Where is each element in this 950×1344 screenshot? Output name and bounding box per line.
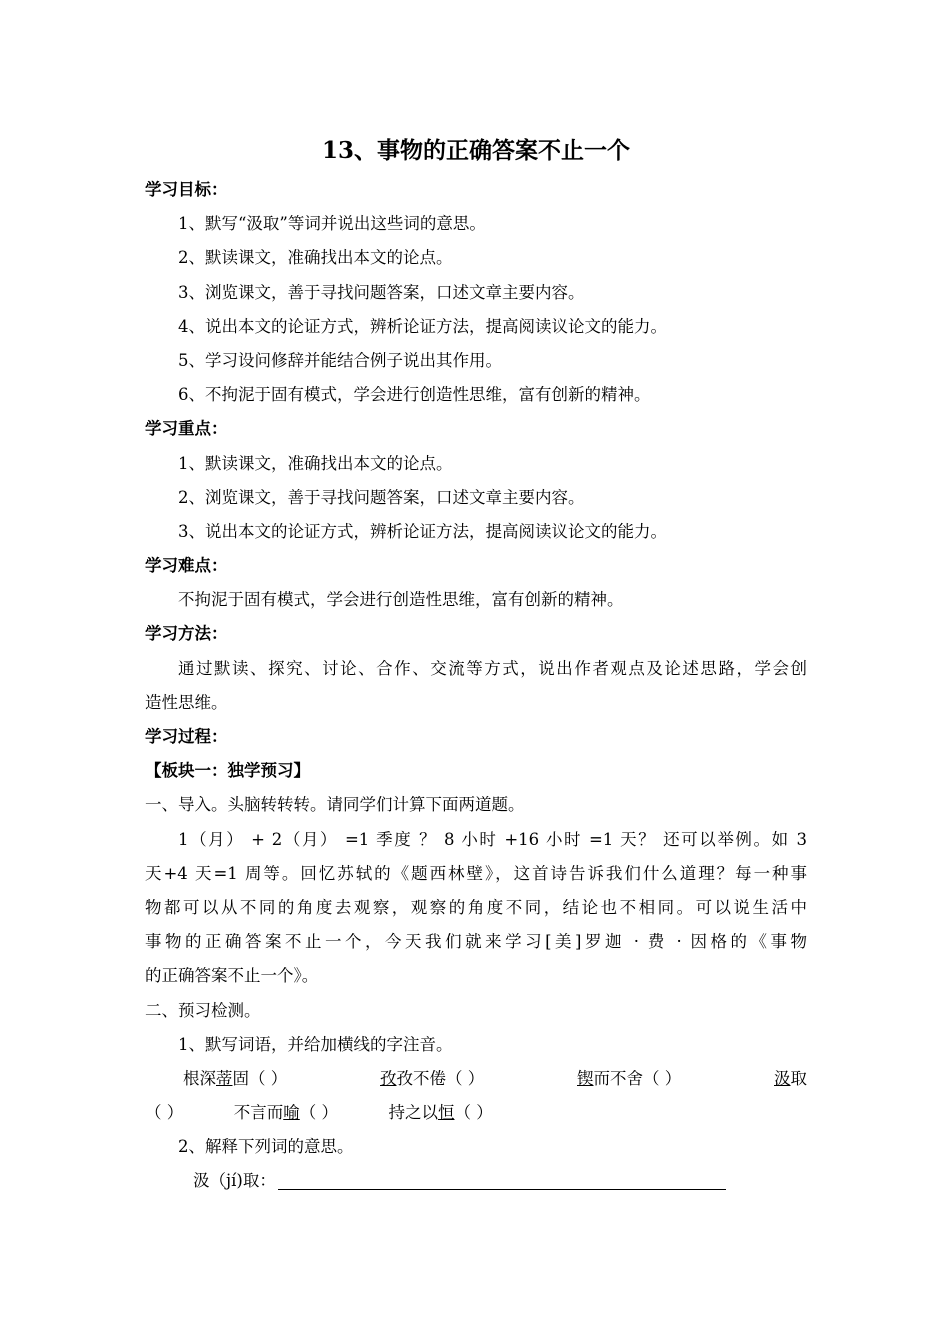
objective-item: 2、默读课文，准确找出本文的论点。	[178, 248, 453, 268]
section1-heading: 【板块一：独学预习】	[145, 761, 310, 781]
intro-paragraph-line: 的正确答案不止一个》。	[145, 966, 319, 986]
intro-paragraph-line: 1（月） + 2（月） =1 季度 ？ 8 小时 +16 小时 =1 天？ 还可以举例。如 3	[178, 829, 807, 849]
intro-text: 一、导入。头脑转转转。请同学们计算下面两道题。	[145, 795, 525, 815]
method-text-line: 造性思维。	[145, 692, 228, 712]
word-item: 持之以恒（ ）	[388, 1103, 493, 1123]
definition-label: 汲（jí)取：	[193, 1171, 276, 1191]
word-paren: （ ）	[145, 1103, 184, 1123]
method-text-line: 通过默读、探究、讨论、合作、交流等方式，说出作者观点及论述思路，学会创	[178, 658, 807, 678]
page-title: 13、事物的正确答案不止一个	[321, 137, 630, 164]
objective-item: 6、不拘泥于固有模式，学会进行创造性思维，富有创新的精神。	[178, 385, 651, 405]
intro-paragraph-line: 物都可以从不同的角度去观察，观察的角度不同，结论也不相同。可以说生活中	[145, 897, 807, 917]
word-row	[145, 1096, 807, 1130]
word-item: 孜孜不倦（ ）	[380, 1068, 485, 1088]
intro-paragraph-line: 天+4 天=1 周等。回忆苏轼的《题西林壁》，这首诗告诉我们什么道理？每一种事	[145, 863, 807, 883]
process-heading: 学习过程：	[145, 727, 228, 746]
key-point-item: 1、默读课文，准确找出本文的论点。	[178, 453, 453, 473]
preview-check-heading: 二、预习检测。	[145, 1000, 261, 1020]
word-item: 不言而喻（ ）	[233, 1103, 338, 1123]
word-item: 根深蒂固（ ）	[183, 1068, 288, 1088]
objective-item: 5、学习设问修辞并能结合例子说出其作用。	[178, 350, 502, 370]
word-row	[145, 1062, 807, 1096]
objective-item: 3、浏览课文，善于寻找问题答案，口述文章主要内容。	[178, 282, 585, 302]
task2-text: 2、解释下列词的意思。	[178, 1137, 354, 1157]
difficulty-heading: 学习难点：	[145, 556, 228, 576]
key-points-heading: 学习重点：	[145, 419, 228, 439]
intro-paragraph-line: 事物的正确答案不止一个，今天我们就来学习[美]罗迦 · 费 · 因格的《事物	[145, 932, 807, 952]
key-point-item: 2、浏览课文，善于寻找问题答案，口述文章主要内容。	[178, 487, 585, 507]
key-point-item: 3、说出本文的论证方式，辨析论证方法，提高阅读议论文的能力。	[178, 521, 667, 541]
objectives-heading: 学习目标：	[145, 180, 228, 199]
document-content	[145, 130, 807, 1199]
word-item: 锲而不舍（ ）	[577, 1068, 682, 1088]
objective-item: 1、默写“汲取”等词并说出这些词的意思。	[178, 214, 486, 234]
word-item: 汲取	[774, 1068, 807, 1088]
definition-row	[145, 1164, 807, 1198]
answer-blank-line[interactable]	[278, 1171, 726, 1190]
task1-text: 1、默写词语，并给加横线的字注音。	[178, 1034, 453, 1054]
method-heading: 学习方法：	[145, 624, 228, 644]
difficulty-text: 不拘泥于固有模式，学会进行创造性思维，富有创新的精神。	[178, 590, 624, 610]
objective-item: 4、说出本文的论证方式，辨析论证方法，提高阅读议论文的能力。	[178, 316, 667, 336]
